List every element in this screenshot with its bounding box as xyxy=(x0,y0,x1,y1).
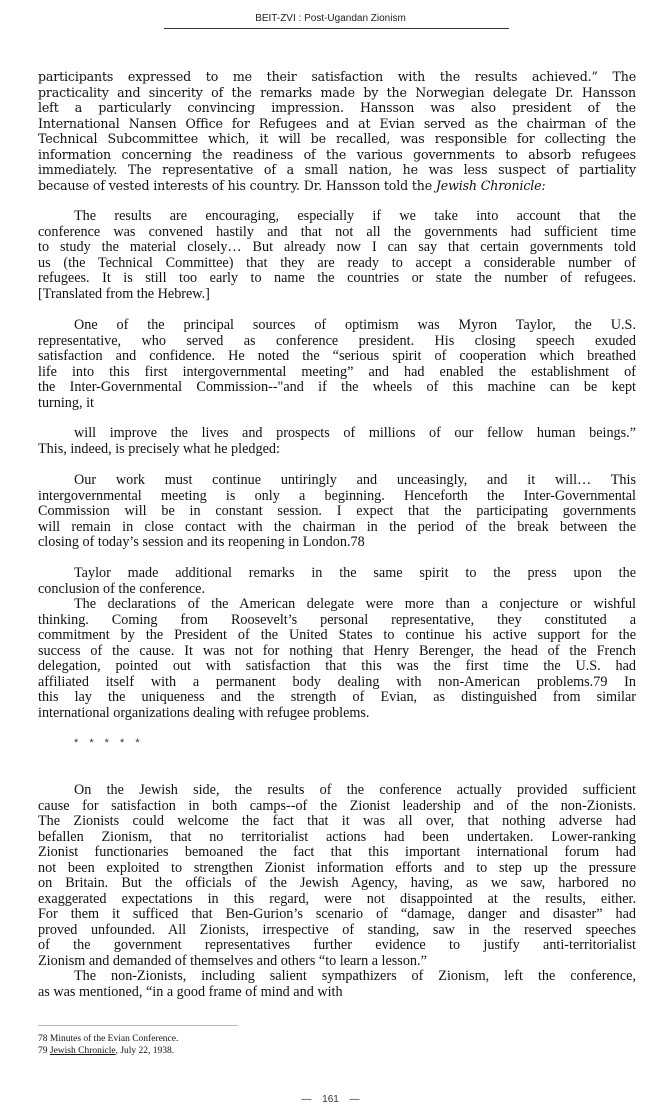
text-line: Our work must continue untiringly and unceasingly, and it will… This xyxy=(74,472,636,488)
footnote-source-title: Jewish Chronicle xyxy=(49,1045,116,1056)
text-line: One of the principal sources of optimism was Myron Taylor, the U.S. xyxy=(74,317,636,333)
footnote-number: 79 xyxy=(38,1045,48,1056)
text-line: exaggerated expectations in this regard, were not disappointed at the results, either. xyxy=(38,890,636,907)
text-line: refugees. It is still too early to name the countries or state the number of refugees. xyxy=(38,270,636,286)
paragraph-taylor xyxy=(38,318,636,411)
text-line: to study the material closely… But already now I can say that certain governments told xyxy=(38,239,636,255)
text-line: us (the Technical Committee) that they are ready to accept a considerable number of xyxy=(38,254,636,271)
text-line: befallen Zionism, that no territorialist actions had been undertaken. Lower-ranking xyxy=(38,828,636,845)
text-line: immediately. The representative of a small nation, he was less suspect of partiality xyxy=(38,162,636,177)
running-head: BEIT-ZVI : Post-Ugandan Zionism xyxy=(255,13,406,24)
text-line xyxy=(38,178,636,194)
text-line: life into this first intergovernmental meeting” and had enabled the establishment of xyxy=(38,363,636,380)
paragraph-jewish-side xyxy=(38,783,636,969)
paragraph-press-remarks xyxy=(38,566,636,597)
text-line: conclusion of the conference. xyxy=(38,580,206,597)
text-line: cause for satisfaction in both camps--of the Zionist leadership and of the non-Zionists. xyxy=(38,797,636,814)
text-line: will improve the lives and prospects of millions of our fellow human beings.” xyxy=(74,425,636,441)
text-line: international organizations dealing with refugee problems. xyxy=(38,704,370,721)
block-quote-hansson xyxy=(38,209,636,302)
text-line: The declarations of the American delegate were more than a conjecture or wishful xyxy=(74,596,636,612)
footnote-text: Minutes of the Evian Conference. xyxy=(49,1034,179,1044)
text-line: commitment by the President of the United States to continue his active support for the xyxy=(38,627,636,643)
text-line: will remain in close contact with the chairman in the period of the break between the xyxy=(38,518,636,535)
paragraph-non-zionists xyxy=(38,969,636,1000)
text-line: [Translated from the Hebrew.] xyxy=(38,285,210,302)
header-rule xyxy=(164,28,509,29)
text-line: success of the cause. It was not for nothing that Henry Berenger, the head of the French xyxy=(38,642,636,659)
footnote-79 xyxy=(38,1046,178,1058)
text-line: satisfaction and confidence. He noted the “serious spirit of cooperation which breathed xyxy=(38,348,636,364)
text-line: practicality and sincerity of the remarks made by the Norwegian delegate Dr. Hansson xyxy=(38,84,636,100)
footnote-number: 78 xyxy=(38,1034,48,1044)
paragraph-pledge xyxy=(38,426,636,457)
publication-title: Jewish Chronicle: xyxy=(435,177,546,193)
text-line: This, indeed, is precisely what he pledged: xyxy=(38,440,280,457)
text-line: not been exploited to strengthen Zionist information efforts and to step up the pressure xyxy=(38,859,636,876)
footnotes xyxy=(38,1034,178,1057)
text-run: because of vested interests of his country. Dr. Hansson told the xyxy=(38,177,436,193)
text-line: of the government representatives further evidence to justify anti-territorialist xyxy=(38,937,636,953)
footnote-rule xyxy=(38,1025,238,1026)
text-line: as was mentioned, “in a good frame of mind and with xyxy=(38,983,343,1000)
text-line: delegation, pointed out with satisfaction that this was the first time the U.S. had xyxy=(38,658,636,674)
text-line: turning, it xyxy=(38,394,94,411)
text-line: Zionist functionaries bemoaned the fact that this important international forum had xyxy=(38,844,636,860)
text-line: Taylor made additional remarks in the same spirit to the press upon the xyxy=(74,565,636,581)
paragraph-hansson xyxy=(38,69,636,193)
text-line: conference was convened hastily and that not all the governments had sufficient time xyxy=(38,223,636,240)
text-line: the Inter-Governmental Commission--"and if the wheels of this machine can be kept xyxy=(38,379,636,395)
text-line: For them it sufficed that Ben-Gurion’s scenario of “damage, danger and disaster” had xyxy=(38,906,636,922)
text-line: this lay the uniqueness and the strength of Evian, as distinguished from similar xyxy=(38,689,636,705)
text-line: closing of today’s session and its reopening in London.78 xyxy=(38,534,365,550)
text-line: information concerning the readiness of the various governments to absorb refugees xyxy=(38,146,636,162)
text-line: Commission will be in constant session. I expect that the participating governments xyxy=(38,503,636,519)
text-line: The results are encouraging, especially if we take into account that the xyxy=(74,208,636,224)
footnote-78 xyxy=(38,1034,178,1046)
text-line: left a particularly convincing impression. Hansson was also president of the xyxy=(38,100,636,115)
text-line: representative, who served as conference president. His closing speech exuded xyxy=(38,332,636,349)
text-line: Technical Subcommittee which, it will be recalled, was responsible for collecting the xyxy=(38,131,636,146)
text-line: affiliated itself with a permanent body dealing with non-American problems.79 In xyxy=(38,673,636,690)
text-line: intergovernmental meeting is only a beginning. Henceforth the Inter-Governmental xyxy=(38,487,636,504)
section-break: * * * * * xyxy=(74,737,140,749)
text-line: proved unfounded. All Zionists, irrespective of standing, saw in the reserved speeches xyxy=(38,921,636,938)
text-line: International Nansen Office for Refugees and at Evian served as the chairman of the xyxy=(38,115,636,131)
text-line: Zionism and demanded of themselves and others “to learn a lesson.” xyxy=(38,952,427,969)
text-line: The non-Zionists, including salient sympathizers of Zionism, left the conference, xyxy=(74,968,636,984)
text-line: The Zionists could welcome the fact that it was all over, that nothing adverse had xyxy=(38,813,636,829)
text-line: on Britain. But the officials of the Jewish Agency, having, as we saw, harbored no xyxy=(38,875,636,891)
paragraph-american-delegate xyxy=(38,597,636,721)
text-line: On the Jewish side, the results of the conference actually provided sufficient xyxy=(74,782,636,798)
footnote-text: , July 22, 1938. xyxy=(115,1045,175,1056)
text-line: thinking. Coming from Roosevelt’s personal representative, they constituted a xyxy=(38,611,636,628)
text-line: participants expressed to me their satisfaction with the results achieved.” The xyxy=(38,69,636,84)
block-quote-taylor xyxy=(38,473,636,551)
page-number: — 161 — xyxy=(301,1094,360,1105)
